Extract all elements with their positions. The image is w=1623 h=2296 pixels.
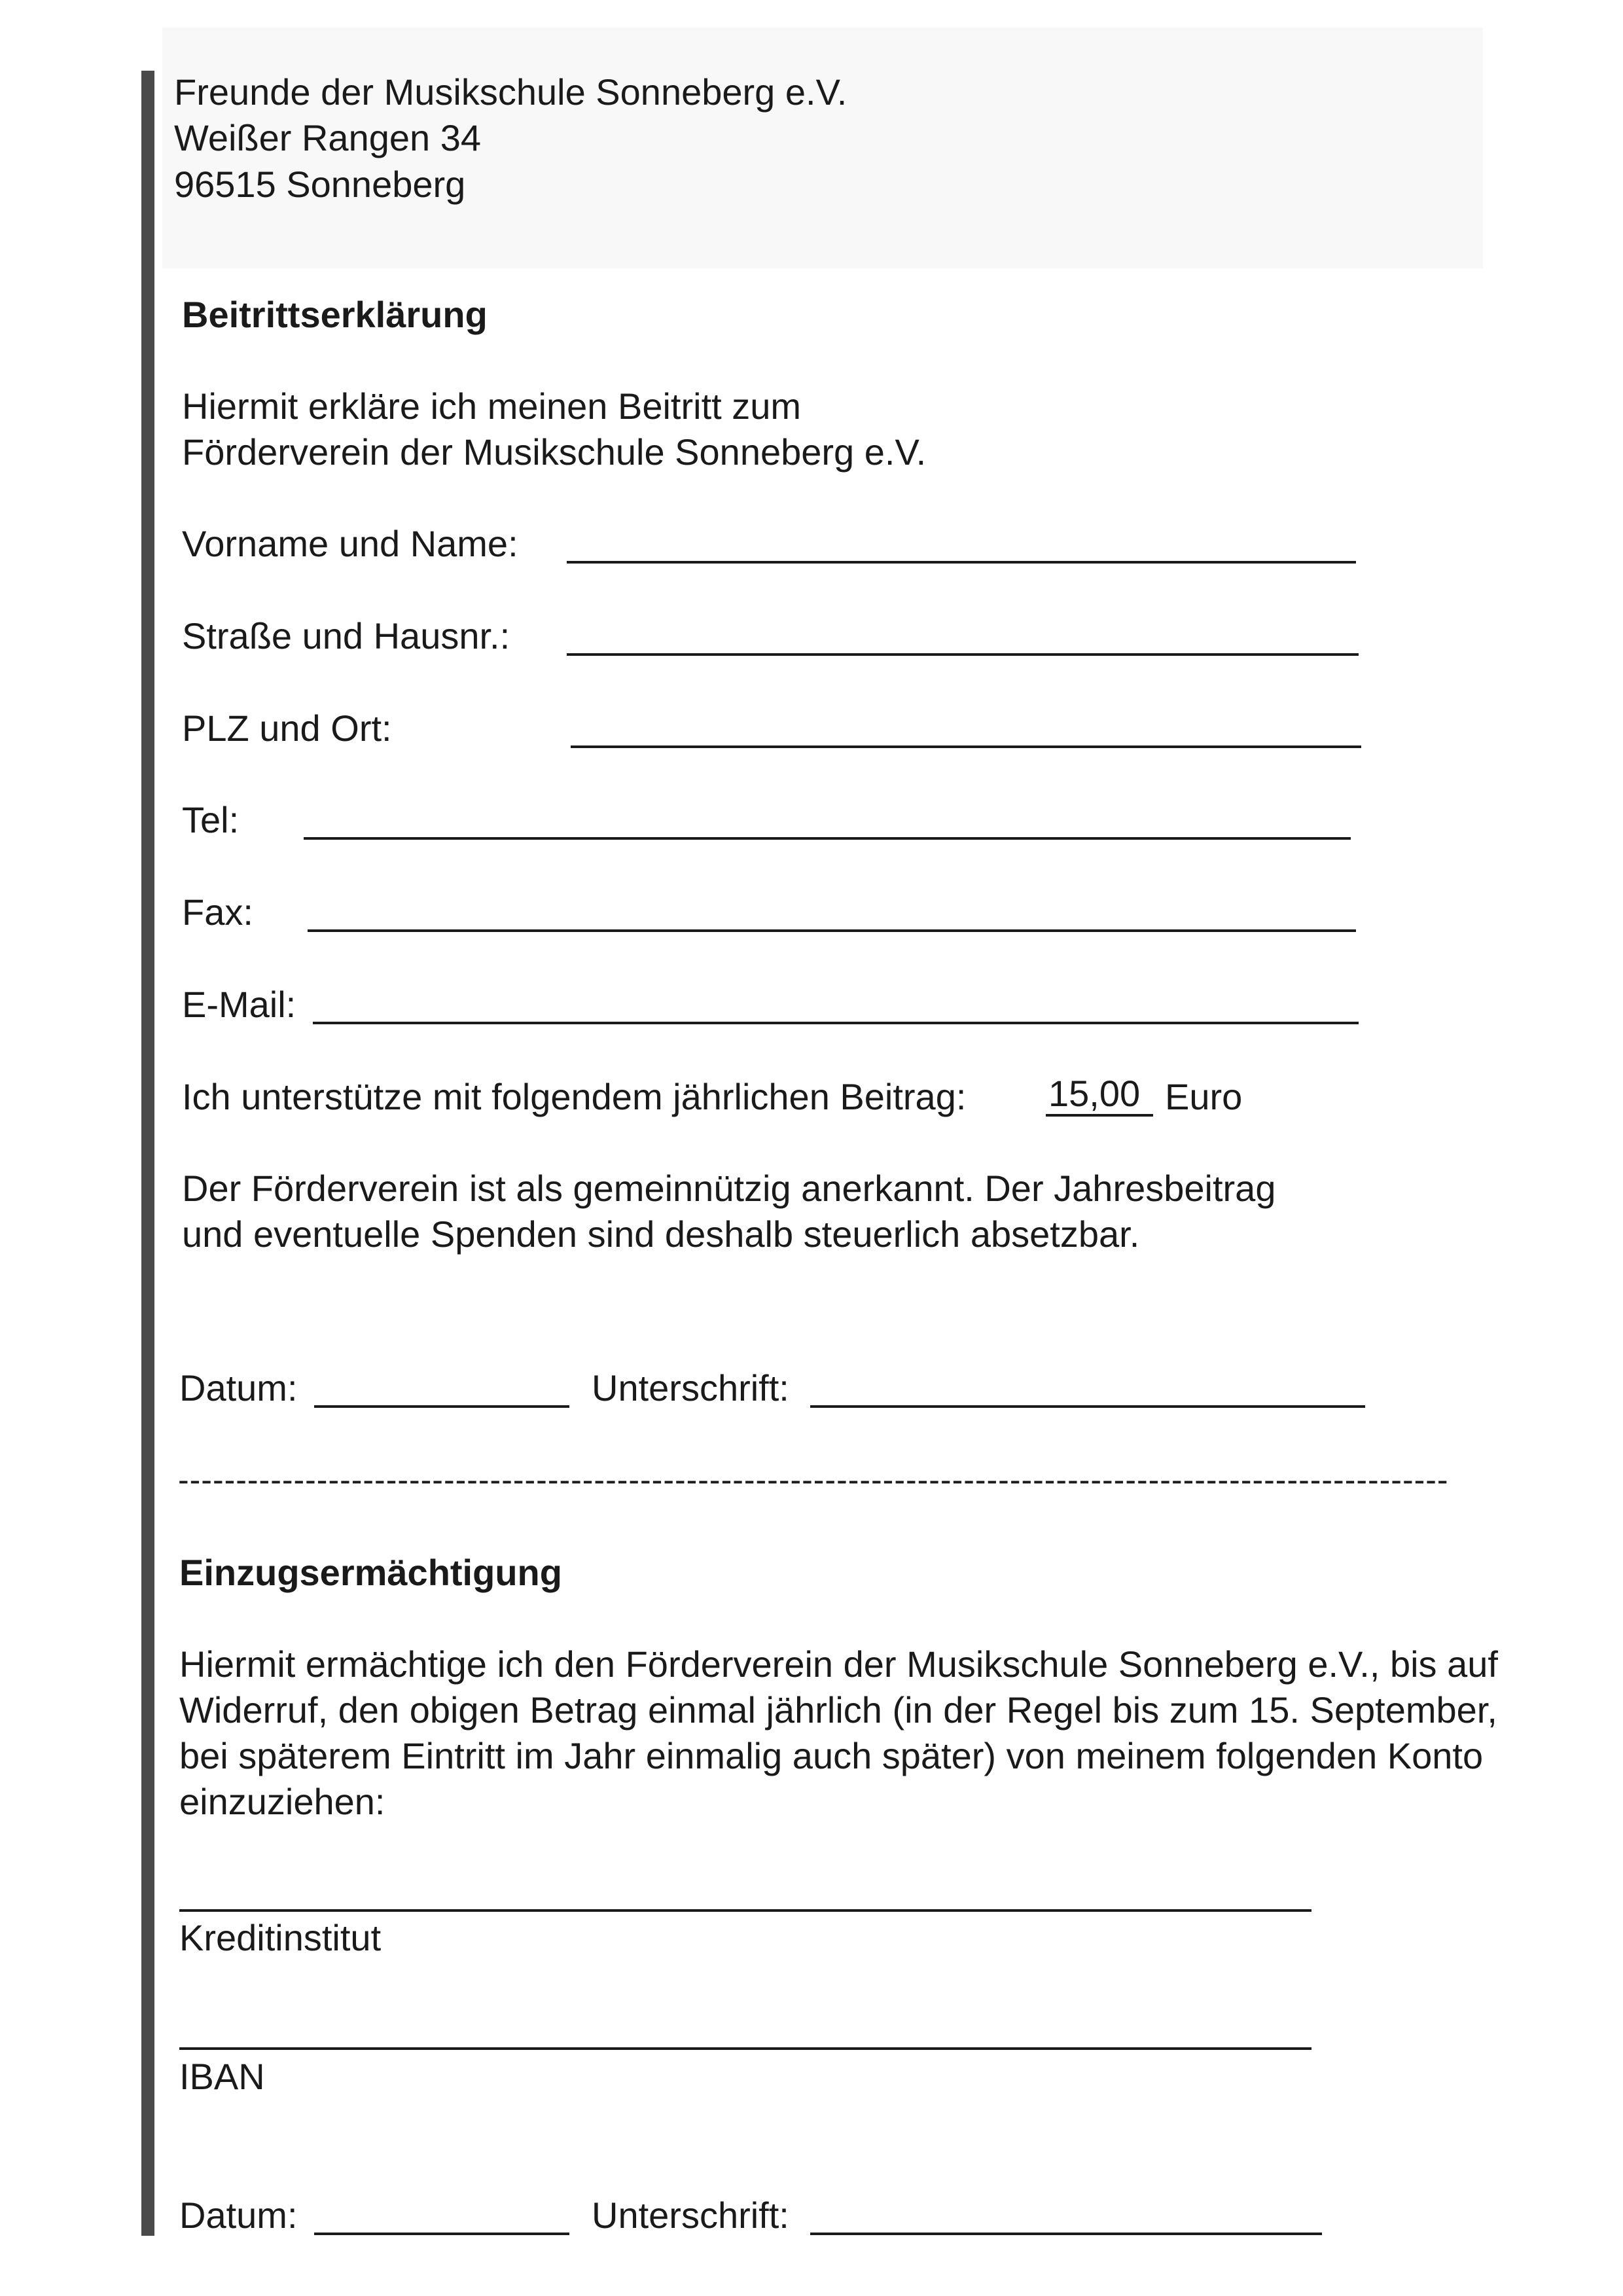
direct-debit-text-line3: bei späterem Eintritt im Jahr einmalig auch später) von meinem folgenden Konto [179,1735,1484,1776]
street-label: Straße und Hausnr.: [182,615,510,656]
cut-separator: -------------------------------------------------------------------------------------------------------------- [178,1462,1449,1498]
membership-date-label: Datum: [179,1367,298,1408]
membership-title: Beitrittserklärung [182,294,488,335]
bank-input-line[interactable] [179,1909,1311,1912]
direct-debit-text-line4: einzuziehen: [179,1781,385,1822]
contribution-text: Ich unterstütze mit folgendem jährlichen Beitrag: [182,1076,967,1117]
name-input-line[interactable] [567,561,1356,564]
fax-input-line[interactable] [308,929,1356,932]
zip-city-input-line[interactable] [571,745,1361,748]
street-input-line[interactable] [567,653,1359,656]
contribution-value: 15,00 [1048,1073,1141,1114]
email-input-line[interactable] [313,1022,1359,1024]
direct-debit-text-line1: Hiermit ermächtige ich den Förderverein der Musikschule Sonneberg e.V., bis auf [179,1643,1498,1685]
direct-debit-text-line2: Widerruf, den obigen Betrag einmal jährlich (in der Regel bis zum 15. September, [179,1689,1497,1731]
membership-intro-line2: Förderverein der Musikschule Sonneberg e.V. [182,431,927,473]
fax-label: Fax: [182,891,253,933]
membership-date-line[interactable] [314,1405,569,1408]
debit-date-label: Datum: [179,2195,298,2236]
iban-label: IBAN [179,2056,265,2097]
membership-intro-line1: Hiermit erkläre ich meinen Beitritt zum [182,386,802,427]
contribution-underline [1046,1114,1153,1117]
debit-signature-label: Unterschrift: [592,2195,789,2236]
tax-notice-line1: Der Förderverein ist als gemeinnützig anerkannt. Der Jahresbeitrag [182,1168,1276,1209]
name-label: Vorname und Name: [182,523,518,564]
debit-date-line[interactable] [314,2233,569,2235]
membership-signature-line[interactable] [810,1405,1365,1408]
left-margin-bar [141,71,154,2236]
bank-label: Kreditinstitut [179,1917,382,1958]
sender-name: Freunde der Musikschule Sonneberg e.V. [174,71,847,113]
zip-city-label: PLZ und Ort: [182,708,392,749]
tax-notice-line2: und eventuelle Spenden sind deshalb steuerlich absetzbar. [182,1213,1140,1255]
contribution-currency: Euro [1165,1076,1243,1117]
debit-signature-line[interactable] [810,2233,1322,2235]
direct-debit-title: Einzugsermächtigung [179,1552,562,1593]
email-label: E-Mail: [182,984,296,1025]
membership-signature-label: Unterschrift: [592,1367,789,1408]
sender-street: Weißer Rangen 34 [174,117,481,158]
iban-input-line[interactable] [179,2047,1311,2050]
tel-input-line[interactable] [304,837,1351,840]
tel-label: Tel: [182,799,240,840]
sender-city: 96515 Sonneberg [174,164,466,205]
